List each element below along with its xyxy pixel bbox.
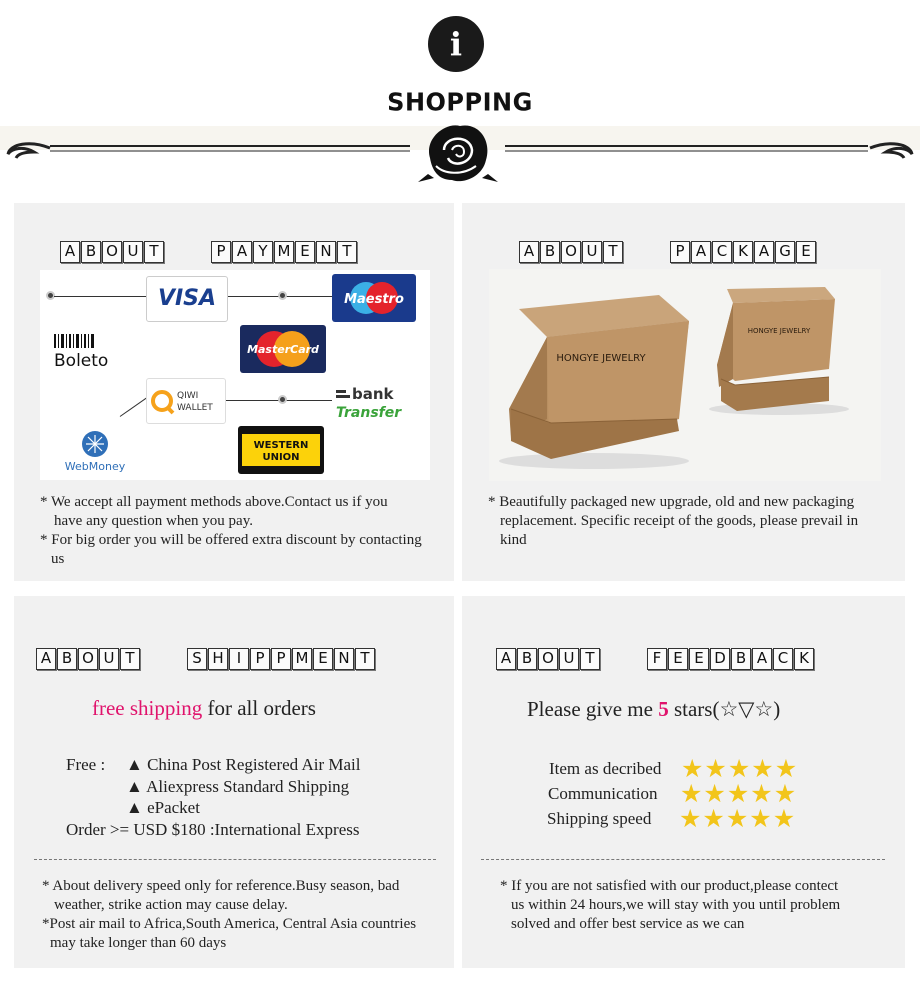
connector-dot bbox=[278, 395, 287, 404]
note-line: * For big order you will be offered extra discount by contacting bbox=[40, 532, 422, 548]
heading-letter-tile: B bbox=[57, 648, 77, 670]
package-photo bbox=[489, 269, 881, 481]
heading-letter-tile: B bbox=[81, 241, 101, 263]
heading-letter-tile: D bbox=[710, 648, 730, 670]
heading-letter-tile: E bbox=[295, 241, 315, 263]
rating-label: Communication bbox=[548, 783, 658, 803]
shipping-method-row bbox=[66, 754, 361, 776]
star-icon: ★ bbox=[750, 779, 773, 808]
feedback-heading bbox=[496, 648, 814, 670]
star-icon: ★ bbox=[774, 754, 798, 783]
heading-gap bbox=[601, 648, 623, 670]
svg-text:Transfer: Transfer bbox=[336, 405, 402, 421]
five-stars-request bbox=[527, 697, 780, 722]
request-prefix: Please give me bbox=[527, 697, 659, 721]
heading-letter-tile: T bbox=[120, 648, 140, 670]
heading-letter-tile: A bbox=[519, 241, 539, 263]
free-shipping-highlight: free shipping bbox=[92, 696, 203, 720]
heading-letter-tile: E bbox=[689, 648, 709, 670]
note-line: may take longer than 60 days bbox=[50, 935, 227, 951]
note-line: * If you are not satisfied with our product,please contect bbox=[500, 878, 839, 894]
star-rating bbox=[681, 756, 797, 781]
svg-text:UNION: UNION bbox=[262, 452, 300, 463]
heading-letter-tile: M bbox=[274, 241, 294, 263]
star-icon: ★ bbox=[751, 754, 774, 783]
heading-letter-tile: P bbox=[211, 241, 231, 263]
heading-letter-tile: U bbox=[582, 241, 602, 263]
shipping-method-row bbox=[66, 797, 361, 819]
heading-letter-tile: E bbox=[796, 241, 816, 263]
heading-letter-tile: T bbox=[144, 241, 164, 263]
connector-dot bbox=[278, 291, 287, 300]
svg-text:QIWI: QIWI bbox=[177, 391, 199, 401]
heading-letter-tile: K bbox=[794, 648, 814, 670]
heading-letter-tile: C bbox=[773, 648, 793, 670]
free-shipping-rest: for all orders bbox=[202, 696, 316, 720]
heading-letter-tile: B bbox=[517, 648, 537, 670]
heading-letter-tile: P bbox=[271, 648, 291, 670]
star-rating bbox=[679, 806, 795, 831]
note-line: * Beautifully packaged new upgrade, old and new packaging bbox=[488, 494, 855, 510]
svg-text:WESTERN: WESTERN bbox=[253, 440, 309, 451]
svg-text:HONGYE JEWELRY: HONGYE JEWELRY bbox=[556, 353, 646, 364]
heading-letter-tile: F bbox=[647, 648, 667, 670]
shipping-heading bbox=[36, 648, 375, 670]
heading-letter-tile: T bbox=[337, 241, 357, 263]
payment-panel bbox=[14, 203, 454, 581]
heading-letter-tile: O bbox=[102, 241, 122, 263]
heading-letter-tile: N bbox=[316, 241, 336, 263]
star-icon: ★ bbox=[681, 754, 704, 783]
feedback-panel bbox=[462, 596, 905, 968]
star-icon: ★ bbox=[749, 804, 772, 833]
order-threshold: Order >= USD $180 :International Express bbox=[66, 819, 360, 839]
heading-letter-tile: U bbox=[123, 241, 143, 263]
heading-letter-tile: N bbox=[334, 648, 354, 670]
heading-letter-tile: E bbox=[668, 648, 688, 670]
note-line: us bbox=[51, 551, 65, 567]
order-threshold-row bbox=[66, 819, 361, 841]
package-heading bbox=[519, 241, 816, 263]
heading-letter-tile: H bbox=[208, 648, 228, 670]
shipping-method: ▲ Aliexpress Standard Shipping bbox=[126, 776, 350, 796]
payment-methods-image bbox=[40, 270, 430, 480]
svg-text:Maestro: Maestro bbox=[344, 292, 404, 307]
star-icon: ★ bbox=[680, 779, 703, 808]
mastercard-logo bbox=[240, 325, 326, 373]
bank-transfer-logo bbox=[332, 380, 418, 424]
note-line: solved and offer best service as we can bbox=[511, 916, 745, 932]
shipping-panel bbox=[14, 596, 454, 968]
heading-letter-tile: Y bbox=[253, 241, 273, 263]
star-icon: ★ bbox=[772, 804, 796, 833]
request-number: 5 bbox=[658, 697, 669, 721]
page-title: SHOPPING bbox=[387, 87, 533, 117]
package-notes bbox=[488, 493, 900, 550]
heading-letter-tile: O bbox=[561, 241, 581, 263]
payment-heading bbox=[60, 241, 357, 263]
connector-line bbox=[54, 296, 146, 297]
dashed-divider bbox=[34, 859, 436, 860]
feedback-notes bbox=[500, 877, 900, 934]
heading-letter-tile: A bbox=[752, 648, 772, 670]
svg-text:Boleto: Boleto bbox=[54, 351, 109, 371]
heading-letter-tile: T bbox=[580, 648, 600, 670]
note-line: have any question when you pay. bbox=[54, 513, 253, 529]
star-rating bbox=[680, 781, 796, 806]
star-icon: ★ bbox=[703, 779, 726, 808]
star-icon: ★ bbox=[679, 804, 702, 833]
note-line: *Post air mail to Africa,South America, Central Asia countries bbox=[42, 916, 417, 932]
star-icon: ★ bbox=[727, 754, 751, 783]
western-union-logo bbox=[238, 426, 324, 474]
package-panel bbox=[462, 203, 905, 581]
note-line: kind bbox=[500, 532, 527, 548]
heading-gap bbox=[624, 241, 646, 263]
boleto-logo bbox=[52, 332, 134, 372]
request-suffix: stars(☆▽☆) bbox=[668, 697, 781, 721]
rating-label: Shipping speed bbox=[547, 808, 652, 828]
heading-letter-tile: G bbox=[775, 241, 795, 263]
heading-gap bbox=[164, 648, 186, 670]
heading-letter-tile: M bbox=[292, 648, 312, 670]
heading-letter-tile: A bbox=[754, 241, 774, 263]
shipping-method-row bbox=[66, 776, 361, 798]
heading-letter-tile: A bbox=[60, 241, 80, 263]
shipping-method: ▲ ePacket bbox=[126, 798, 200, 817]
shipping-notes bbox=[42, 877, 454, 953]
heading-letter-tile: S bbox=[187, 648, 207, 670]
heading-gap bbox=[141, 648, 163, 670]
svg-text:WALLET: WALLET bbox=[177, 403, 213, 413]
kraft-boxes-image bbox=[489, 269, 881, 481]
star-icon: ★ bbox=[773, 779, 797, 808]
heading-gap bbox=[647, 241, 669, 263]
star-icon: ★ bbox=[726, 779, 750, 808]
heading-letter-tile: T bbox=[603, 241, 623, 263]
heading-letter-tile: U bbox=[559, 648, 579, 670]
heading-letter-tile: B bbox=[540, 241, 560, 263]
note-line: weather, strike action may cause delay. bbox=[54, 897, 288, 913]
heading-letter-tile: P bbox=[670, 241, 690, 263]
heading-letter-tile: A bbox=[496, 648, 516, 670]
free-label: Free : bbox=[66, 755, 106, 774]
note-line: * About delivery speed only for reference.Busy season, bad bbox=[42, 878, 400, 894]
heading-gap bbox=[624, 648, 646, 670]
shipping-method: ▲ China Post Registered Air Mail bbox=[126, 755, 361, 774]
rating-label: Item as decribed bbox=[549, 758, 662, 778]
svg-text:bank: bank bbox=[352, 385, 394, 403]
note-line: replacement. Specific receipt of the goods, please prevail in bbox=[500, 513, 859, 529]
heading-letter-tile: T bbox=[355, 648, 375, 670]
dashed-divider bbox=[481, 859, 885, 860]
heading-letter-tile: A bbox=[232, 241, 252, 263]
maestro-logo bbox=[332, 274, 416, 322]
note-line: * We accept all payment methods above.Contact us if you bbox=[40, 494, 388, 510]
heading-gap bbox=[165, 241, 187, 263]
star-icon: ★ bbox=[704, 754, 727, 783]
star-icon: ★ bbox=[725, 804, 749, 833]
heading-letter-tile: U bbox=[99, 648, 119, 670]
star-icon: ★ bbox=[702, 804, 725, 833]
svg-text:MasterCard: MasterCard bbox=[247, 343, 319, 356]
heading-letter-tile: E bbox=[313, 648, 333, 670]
visa-logo: VISA bbox=[146, 276, 228, 322]
heading-letter-tile: A bbox=[691, 241, 711, 263]
free-shipping-line bbox=[92, 696, 316, 721]
shipping-methods bbox=[66, 754, 361, 840]
rating-row bbox=[549, 756, 797, 781]
note-line: us within 24 hours,we will stay with you until problem bbox=[511, 897, 841, 913]
svg-text:WebMoney: WebMoney bbox=[64, 460, 126, 473]
heading-letter-tile: P bbox=[250, 648, 270, 670]
heading-letter-tile: O bbox=[538, 648, 558, 670]
rating-row bbox=[547, 806, 795, 831]
rose-divider-ornament bbox=[0, 118, 920, 188]
rating-row bbox=[548, 781, 796, 806]
heading-letter-tile: B bbox=[731, 648, 751, 670]
heading-letter-tile: C bbox=[712, 241, 732, 263]
info-icon: i bbox=[428, 16, 484, 72]
heading-gap bbox=[188, 241, 210, 263]
heading-letter-tile: A bbox=[36, 648, 56, 670]
heading-letter-tile: O bbox=[78, 648, 98, 670]
svg-text:HONGYE JEWELRY: HONGYE JEWELRY bbox=[747, 327, 811, 335]
qiwi-wallet-logo bbox=[146, 378, 226, 424]
heading-letter-tile: K bbox=[733, 241, 753, 263]
heading-letter-tile: I bbox=[229, 648, 249, 670]
webmoney-logo bbox=[52, 428, 138, 474]
payment-notes bbox=[40, 493, 452, 569]
